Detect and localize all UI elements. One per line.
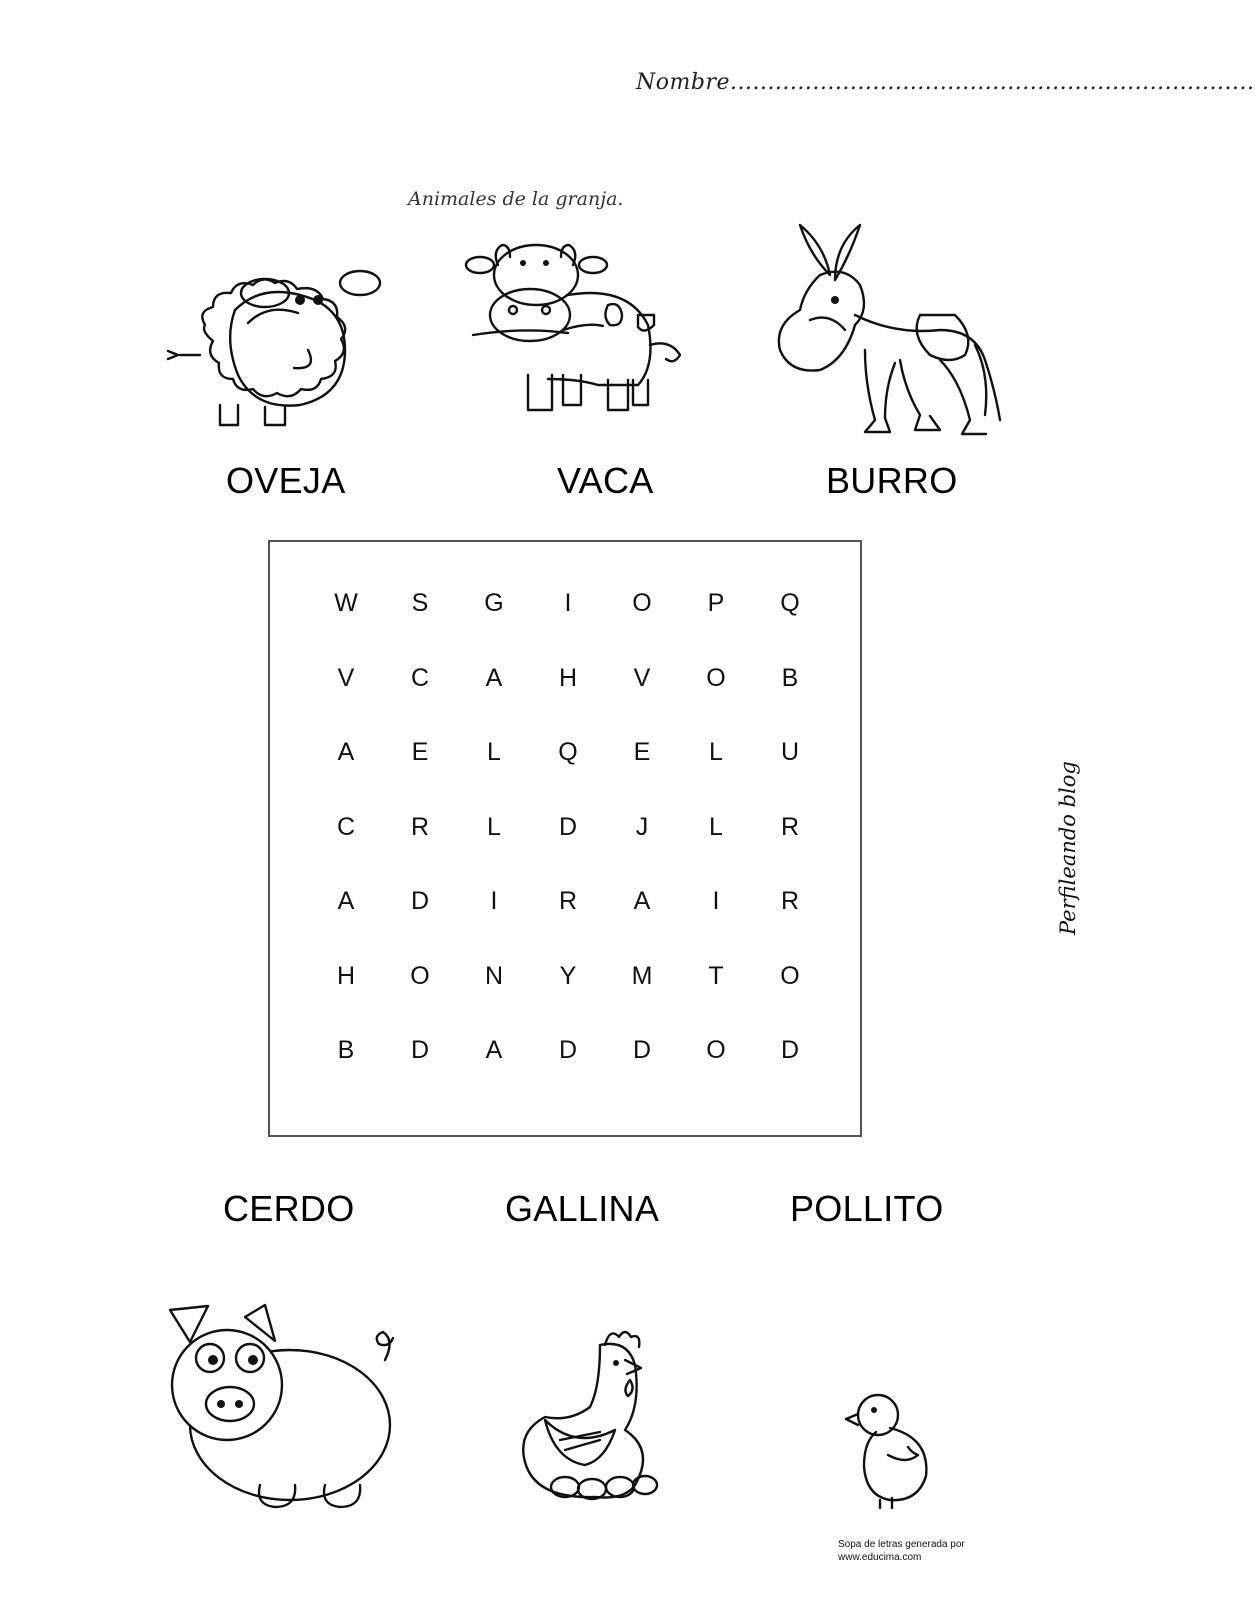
grid-letter: B bbox=[781, 663, 799, 692]
page-title: Animales de la granja. bbox=[408, 188, 624, 210]
grid-letter: R bbox=[410, 812, 430, 841]
grid-letter: L bbox=[487, 812, 501, 841]
grid-letter: A bbox=[337, 887, 355, 915]
grid-letter: J bbox=[635, 812, 649, 841]
grid-letter: B bbox=[337, 1036, 355, 1064]
footer-line-2: www.educima.com bbox=[838, 1552, 922, 1563]
grid-letter: U bbox=[780, 738, 800, 766]
grid-letter: V bbox=[337, 663, 355, 692]
word-oveja: OVEJA bbox=[226, 460, 346, 501]
grid-letter: E bbox=[411, 738, 429, 766]
word-pollito: POLLITO bbox=[790, 1188, 944, 1229]
word-vaca: VACA bbox=[557, 460, 654, 501]
grid-letter: D bbox=[558, 1036, 578, 1064]
grid-letter: I bbox=[490, 887, 498, 915]
sheep-illustration bbox=[160, 255, 400, 435]
grid-letter: I bbox=[564, 589, 572, 617]
footer-credit bbox=[838, 1538, 965, 1564]
grid-letter: O bbox=[706, 1036, 726, 1064]
grid-letter: S bbox=[411, 589, 429, 617]
grid-letter: Y bbox=[559, 961, 577, 990]
grid-letter: D bbox=[632, 1036, 652, 1064]
grid-letter: C bbox=[410, 663, 430, 692]
word-search-grid bbox=[268, 540, 862, 1137]
grid-letter: D bbox=[780, 1036, 800, 1064]
grid-letter: D bbox=[410, 1036, 430, 1064]
side-credit: Perfileando blog bbox=[1056, 761, 1080, 935]
grid-letter: H bbox=[336, 961, 356, 990]
grid-letter: M bbox=[631, 961, 653, 990]
donkey-illustration bbox=[790, 220, 1010, 460]
word-gallina: GALLINA bbox=[505, 1188, 660, 1229]
word-cerdo: CERDO bbox=[223, 1188, 355, 1229]
grid-letter: O bbox=[632, 589, 652, 617]
grid-letter: V bbox=[633, 663, 651, 692]
grid-letter: R bbox=[558, 887, 578, 915]
grid-letter: A bbox=[633, 887, 651, 915]
pig-illustration bbox=[165, 1300, 415, 1520]
grid-letter: G bbox=[484, 589, 504, 617]
grid-letter: L bbox=[487, 738, 501, 766]
grid-letter: I bbox=[712, 887, 720, 915]
grid-letter: D bbox=[558, 812, 578, 841]
grid-letter: A bbox=[485, 663, 503, 692]
chick-illustration bbox=[840, 1390, 940, 1510]
grid-letter: T bbox=[708, 961, 724, 990]
grid-letter: L bbox=[709, 738, 723, 766]
grid-letter: R bbox=[780, 812, 800, 841]
hen-illustration bbox=[530, 1325, 680, 1505]
word-burro: BURRO bbox=[826, 460, 958, 501]
footer-line-1: Sopa de letras generada por bbox=[838, 1539, 965, 1550]
grid-letter: Q bbox=[558, 738, 578, 766]
grid-letter: L bbox=[709, 812, 723, 841]
grid-letter: O bbox=[410, 961, 430, 990]
grid-letter: D bbox=[410, 887, 430, 915]
grid-letter: N bbox=[484, 961, 504, 990]
grid-letter: O bbox=[706, 663, 726, 692]
grid-letter: R bbox=[780, 887, 800, 915]
name-field-label: Nombre...................................................................... bbox=[636, 70, 1255, 95]
cow-illustration bbox=[468, 235, 708, 425]
grid-letter: P bbox=[707, 589, 725, 617]
grid-letter: H bbox=[558, 663, 578, 692]
grid-letter: A bbox=[337, 738, 355, 766]
grid-letter: A bbox=[485, 1036, 503, 1064]
grid-letter: C bbox=[336, 812, 356, 841]
grid-letter: O bbox=[780, 961, 800, 990]
grid-letter: E bbox=[633, 738, 651, 766]
grid-letter: Q bbox=[780, 589, 800, 617]
grid-letter: W bbox=[334, 589, 358, 617]
